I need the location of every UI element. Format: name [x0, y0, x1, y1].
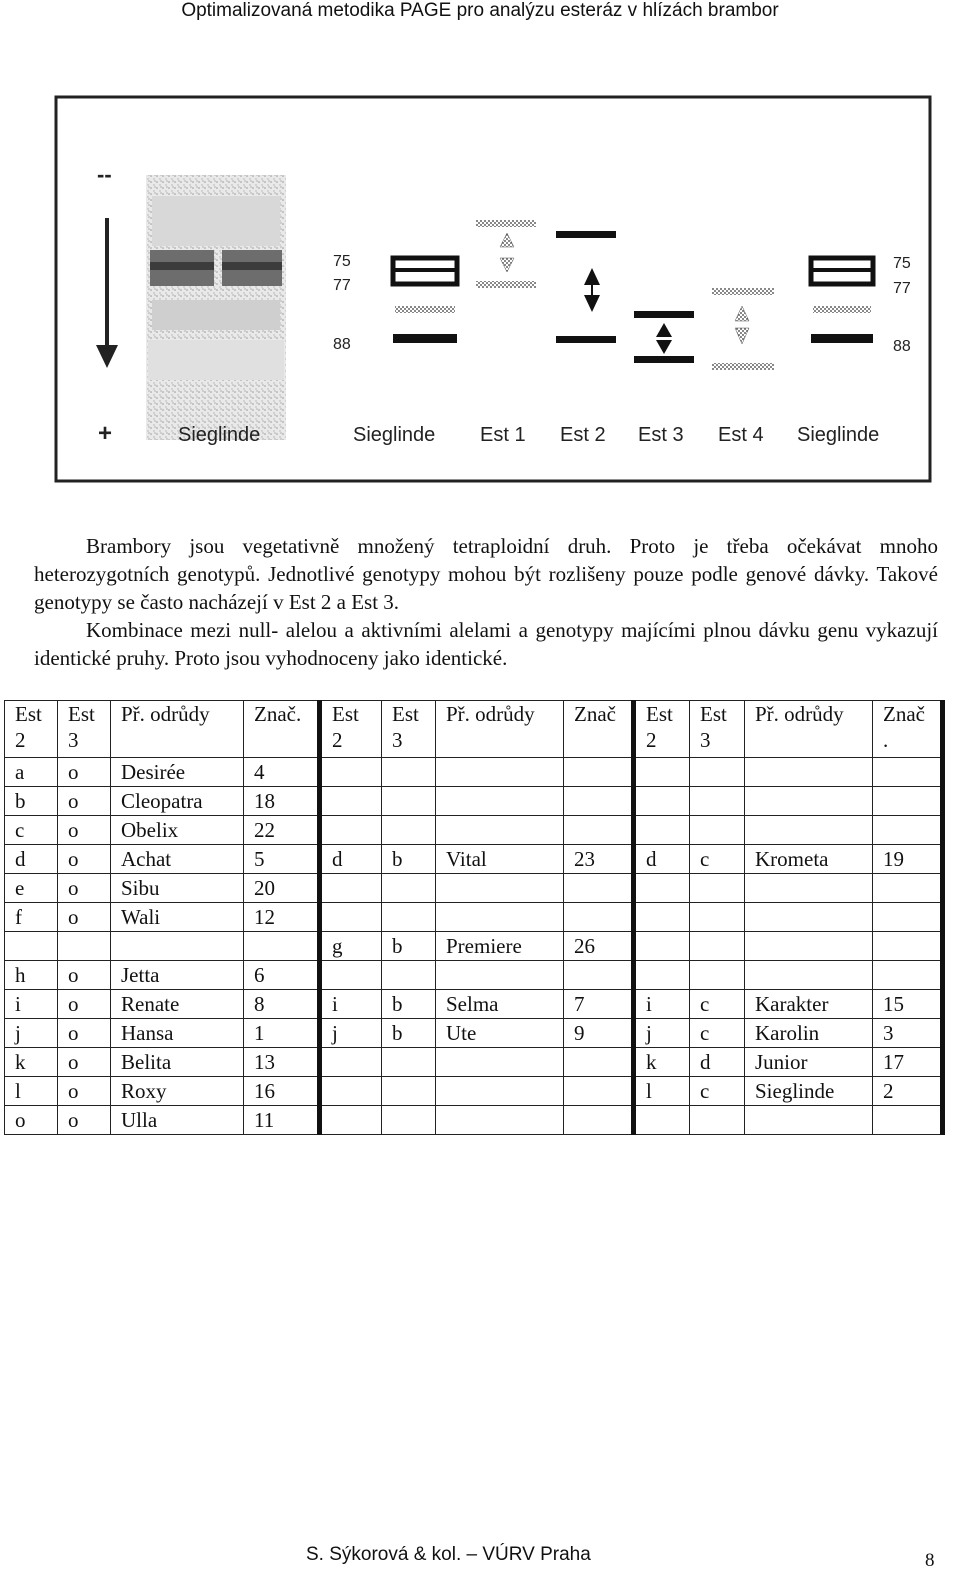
gel-photo [146, 175, 286, 440]
table-cell: l [5, 1077, 58, 1106]
table-cell [382, 816, 436, 845]
table-cell [436, 758, 564, 787]
table-cell: 3 [873, 1019, 943, 1048]
table-cell [690, 961, 745, 990]
table-cell: k [5, 1048, 58, 1077]
table-cell: o [58, 816, 111, 845]
table-cell [320, 1106, 382, 1135]
table-cell [745, 961, 873, 990]
table-header-row [5, 701, 943, 758]
table-cell: j [320, 1019, 382, 1048]
table-cell [382, 961, 436, 990]
table-cell: a [5, 758, 58, 787]
lane-label-est2: Est 2 [560, 424, 606, 446]
table-cell: o [58, 990, 111, 1019]
table-cell: d [634, 845, 690, 874]
table-cell [320, 1048, 382, 1077]
table-row [5, 1019, 943, 1048]
lane-label-sieglinde-scheme: Sieglinde [353, 424, 436, 446]
table-cell: f [5, 903, 58, 932]
table-cell: Renate [111, 990, 244, 1019]
table-cell: l [634, 1077, 690, 1106]
table-cell [320, 903, 382, 932]
table-cell: i [634, 990, 690, 1019]
table-cell: o [58, 1019, 111, 1048]
table-cell [320, 787, 382, 816]
table-cell [564, 1106, 634, 1135]
table-cell: 5 [244, 845, 320, 874]
table-cell [873, 758, 943, 787]
table-cell: Premiere [436, 932, 564, 961]
table-cell [634, 758, 690, 787]
table-cell [244, 932, 320, 961]
table-cell: o [5, 1106, 58, 1135]
table-header-cell: Est 2 [320, 701, 382, 758]
table-cell [382, 1106, 436, 1135]
genotype-table [4, 700, 945, 1135]
table-cell [436, 1048, 564, 1077]
table-cell: 6 [244, 961, 320, 990]
paragraph-1: Brambory jsou vegetativně množený tetraploidní druh. Proto je třeba očekávat mnoho heterozygotních genotypů. Jednotlivé genotypy mohou být rozlišeny pouze podle genové dávky. Takové genotypy se často nacházejí v Est 2 a Est 3. [34, 534, 938, 614]
table-cell [745, 787, 873, 816]
table-header-cell: Př. odrůdy [436, 701, 564, 758]
table-cell: h [5, 961, 58, 990]
table-cell [745, 874, 873, 903]
table-cell [382, 787, 436, 816]
table-cell: Belita [111, 1048, 244, 1077]
table-cell: i [320, 990, 382, 1019]
table-cell: Selma [436, 990, 564, 1019]
table-cell: k [634, 1048, 690, 1077]
table-header-cell: Znač [564, 701, 634, 758]
table-cell [873, 816, 943, 845]
table-cell [436, 1106, 564, 1135]
table-cell [111, 932, 244, 961]
table-cell [745, 816, 873, 845]
table-cell: 18 [244, 787, 320, 816]
table-cell [564, 961, 634, 990]
table-cell: d [320, 845, 382, 874]
table-cell: Roxy [111, 1077, 244, 1106]
table-cell: 13 [244, 1048, 320, 1077]
table-row [5, 874, 943, 903]
table-cell [382, 903, 436, 932]
band-label-77-left: 77 [333, 277, 351, 294]
band-label-88-right: 88 [893, 338, 911, 355]
table-cell: o [58, 874, 111, 903]
band-label-88-left: 88 [333, 336, 351, 353]
table-cell [382, 1077, 436, 1106]
lane-label-sieglinde-gel: Sieglinde [178, 424, 261, 446]
table-cell [564, 758, 634, 787]
table-cell [436, 787, 564, 816]
electrophoresis-figure [0, 0, 960, 500]
table-row [5, 787, 943, 816]
table-cell [873, 932, 943, 961]
table-cell: c [690, 1019, 745, 1048]
table-header-cell: Znač. [244, 701, 320, 758]
table-cell [873, 787, 943, 816]
table-header-cell: Est 3 [690, 701, 745, 758]
table-cell: b [382, 1019, 436, 1048]
table-cell: Cleopatra [111, 787, 244, 816]
table-header-cell: Est 3 [382, 701, 436, 758]
table-row [5, 1077, 943, 1106]
table-cell: 20 [244, 874, 320, 903]
table-cell: c [690, 845, 745, 874]
table-cell [634, 903, 690, 932]
table-cell [745, 758, 873, 787]
table-cell: 9 [564, 1019, 634, 1048]
table-row [5, 816, 943, 845]
paragraph-2: Kombinace mezi null- alelou a aktivními alelami a genotypy majícími plnou dávku genu vykazují identické pruhy. Proto jsou vyhodnoceny jako identické. [34, 618, 938, 670]
table-cell: b [382, 990, 436, 1019]
table-cell: Ute [436, 1019, 564, 1048]
table-cell: d [5, 845, 58, 874]
table-cell: Sibu [111, 874, 244, 903]
footer-author: S. Sýkorová & kol. – VÚRV Praha [306, 1544, 591, 1565]
table-row [5, 990, 943, 1019]
band-label-77-right: 77 [893, 280, 911, 297]
table-cell: 12 [244, 903, 320, 932]
table-cell: Wali [111, 903, 244, 932]
table-cell [320, 1077, 382, 1106]
table-cell: o [58, 961, 111, 990]
table-cell: Krometa [745, 845, 873, 874]
table-cell [873, 903, 943, 932]
polarity-plus: + [98, 420, 113, 447]
table-cell: o [58, 903, 111, 932]
table-cell [436, 961, 564, 990]
table-cell [873, 1106, 943, 1135]
table-header-cell: Znač . [873, 701, 943, 758]
table-cell: Vital [436, 845, 564, 874]
table-row [5, 932, 943, 961]
table-cell [564, 1077, 634, 1106]
table-cell [745, 903, 873, 932]
table-cell [382, 758, 436, 787]
table-cell [58, 932, 111, 961]
table-row [5, 758, 943, 787]
table-row [5, 1048, 943, 1077]
table-cell: 8 [244, 990, 320, 1019]
lane-label-est1: Est 1 [480, 424, 526, 446]
table-cell [634, 787, 690, 816]
table-cell: 7 [564, 990, 634, 1019]
table-cell [634, 1106, 690, 1135]
table-cell [320, 816, 382, 845]
table-cell: Desirée [111, 758, 244, 787]
table-cell: 17 [873, 1048, 943, 1077]
table-cell: Sieglinde [745, 1077, 873, 1106]
table-cell: j [5, 1019, 58, 1048]
table-header-cell: Est 3 [58, 701, 111, 758]
table-cell: o [58, 1077, 111, 1106]
table-header-cell: Est 2 [5, 701, 58, 758]
table-cell: 15 [873, 990, 943, 1019]
table-cell: 23 [564, 845, 634, 874]
table-row [5, 903, 943, 932]
table-cell [564, 1048, 634, 1077]
table-cell: 26 [564, 932, 634, 961]
table-cell [690, 903, 745, 932]
table-cell: 1 [244, 1019, 320, 1048]
table-cell [436, 874, 564, 903]
table-header-cell: Př. odrůdy [745, 701, 873, 758]
table-cell [564, 787, 634, 816]
table-header-cell: Est 2 [634, 701, 690, 758]
table-cell: b [382, 932, 436, 961]
table-cell: Junior [745, 1048, 873, 1077]
table-cell [436, 816, 564, 845]
table-cell: Achat [111, 845, 244, 874]
table-cell [382, 1048, 436, 1077]
table-cell [436, 903, 564, 932]
table-cell: g [320, 932, 382, 961]
table-cell: o [58, 758, 111, 787]
page-header: Optimalizovaná metodika PAGE pro analýzu esteráz v hlízách brambor [181, 0, 779, 21]
table-cell: Jetta [111, 961, 244, 990]
table-cell [745, 1106, 873, 1135]
table-cell [690, 816, 745, 845]
table-cell [436, 1077, 564, 1106]
table-cell [634, 961, 690, 990]
table-cell [634, 932, 690, 961]
table-cell: 11 [244, 1106, 320, 1135]
table-cell [634, 816, 690, 845]
table-row [5, 961, 943, 990]
table-cell [690, 787, 745, 816]
table-cell [690, 932, 745, 961]
table-cell: Hansa [111, 1019, 244, 1048]
table-cell: o [58, 1048, 111, 1077]
table-cell: d [690, 1048, 745, 1077]
lane-label-sieglinde-right: Sieglinde [797, 424, 880, 446]
polarity-minus: -- [97, 162, 112, 187]
table-cell: o [58, 845, 111, 874]
table-cell: b [382, 845, 436, 874]
table-cell: 16 [244, 1077, 320, 1106]
table-cell: Ulla [111, 1106, 244, 1135]
table-row [5, 845, 943, 874]
table-cell [690, 1106, 745, 1135]
table-cell [382, 874, 436, 903]
table-cell: i [5, 990, 58, 1019]
table-cell [564, 903, 634, 932]
table-cell: c [690, 1077, 745, 1106]
table-cell [690, 874, 745, 903]
table-cell: o [58, 787, 111, 816]
table-cell: 2 [873, 1077, 943, 1106]
table-cell [873, 874, 943, 903]
table-cell: b [5, 787, 58, 816]
table-cell: 19 [873, 845, 943, 874]
table-cell: e [5, 874, 58, 903]
table-cell: o [58, 1106, 111, 1135]
table-cell: 22 [244, 816, 320, 845]
band-label-75-left: 75 [333, 253, 351, 270]
table-cell: j [634, 1019, 690, 1048]
table-cell: c [5, 816, 58, 845]
band-label-75-right: 75 [893, 255, 911, 272]
table-row [5, 1106, 943, 1135]
table-cell [564, 816, 634, 845]
table-cell: Karakter [745, 990, 873, 1019]
table-header-cell: Př. odrůdy [111, 701, 244, 758]
page-number: 8 [925, 1550, 935, 1571]
lane-label-est4: Est 4 [718, 424, 764, 446]
table-cell [745, 932, 873, 961]
table-cell [320, 874, 382, 903]
table-cell: Obelix [111, 816, 244, 845]
table-cell: Karolin [745, 1019, 873, 1048]
table-cell: 4 [244, 758, 320, 787]
lane-label-est3: Est 3 [638, 424, 684, 446]
table-cell [873, 961, 943, 990]
table-cell [320, 961, 382, 990]
table-cell [634, 874, 690, 903]
table-cell: c [690, 990, 745, 1019]
table-cell [564, 874, 634, 903]
table-cell [690, 758, 745, 787]
table-cell [320, 758, 382, 787]
table-cell [5, 932, 58, 961]
